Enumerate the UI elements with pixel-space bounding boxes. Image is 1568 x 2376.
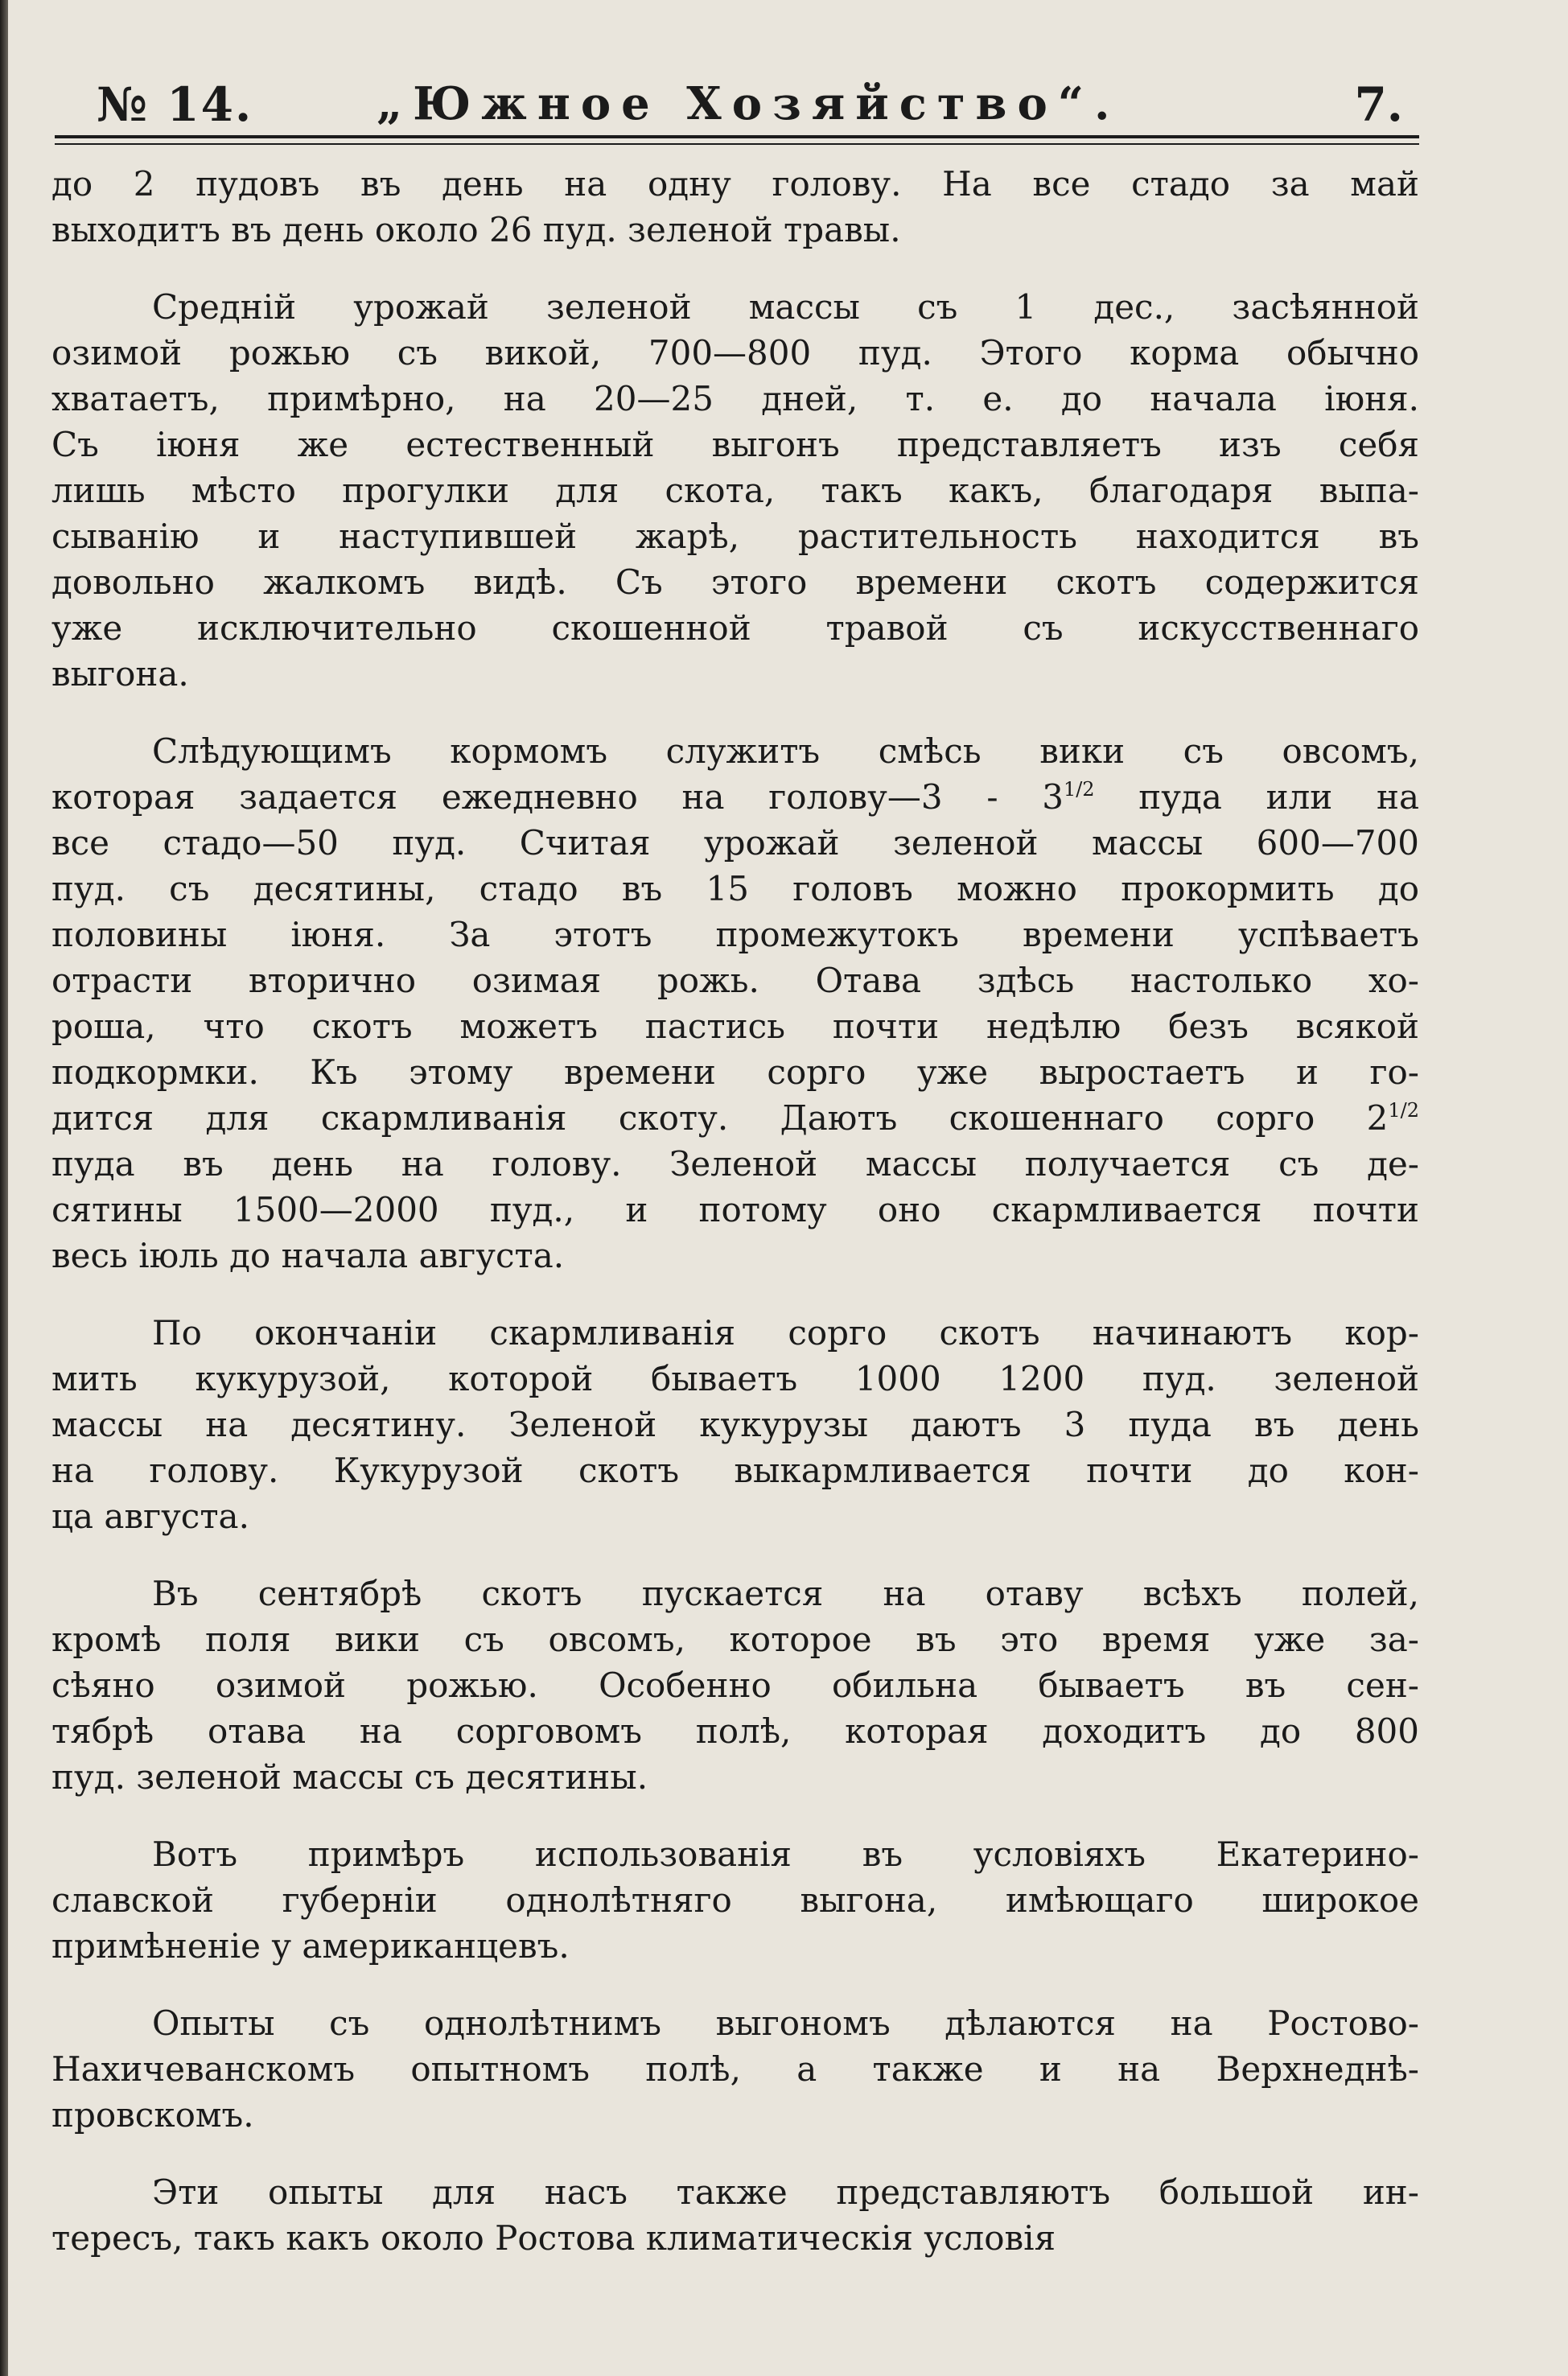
text-line: ца августа.: [51, 1497, 249, 1536]
text-line: дится для скармливанiя скоту. Даютъ скошеннаго сорго $2^{1/2}$: [51, 1098, 1419, 1138]
header-rule-thick: [55, 135, 1419, 138]
text-line: которая задается ежедневно на голову—3 - $3^{1/2}$ пуда или на: [51, 777, 1420, 817]
text-line: выгона.: [51, 654, 189, 694]
text-line: хватаетъ, примѣрно, на 20—25 дней, т. е. до начала iюня.: [51, 379, 1419, 418]
fraction-half: 1/2: [1063, 778, 1095, 801]
text-line: до 2 пудовъ въ день на одну голову. На все стадо за май: [51, 164, 1419, 204]
page-number: 7.: [1354, 77, 1403, 132]
text-line: Нахичеванскомъ опытномъ полѣ, а также и на Верхнеднѣ-: [51, 2049, 1419, 2089]
text-line: тересъ, такъ какъ около Ростова климатическiя условiя: [51, 2218, 1056, 2258]
text-line: сыванiю и наступившей жарѣ, растительность находится въ: [51, 517, 1419, 556]
text-line: довольно жалкомъ видѣ. Съ этого времени скотъ содержится: [51, 562, 1419, 602]
text-line: сѣяно озимой рожью. Особенно обильна бываетъ въ сен-: [51, 1666, 1419, 1705]
header-rule-thin: [55, 143, 1419, 145]
text-line: Среднiй урожай зеленой массы съ 1 дес., засѣянной: [152, 287, 1419, 327]
text-line: Съ iюня же естественный выгонъ представляетъ изъ себя: [51, 425, 1419, 464]
text-line: Въ сентябрѣ скотъ пускается на отаву всѣхъ полей,: [152, 1574, 1419, 1613]
running-header: [55, 77, 1419, 142]
text-line: Эти опыты для насъ также представляютъ большой ин-: [152, 2172, 1419, 2212]
text-line: выходитъ въ день около 26 пуд. зеленой травы.: [51, 210, 901, 249]
paragraph: [51, 284, 1419, 697]
journal-title: „Южное Хозяйство“.: [377, 77, 1121, 130]
page-binding-edge: [0, 0, 8, 2376]
text-line: пуд. зеленой массы съ десятины.: [51, 1757, 648, 1797]
text-line: озимой рожью съ викой, 700—800 пуд. Этого корма обычно: [51, 333, 1419, 373]
issue-number: № 14.: [97, 77, 253, 132]
text-line: Вотъ примѣръ использованiя въ условiяхъ Екатерино-: [152, 1835, 1419, 1874]
paragraph: [51, 728, 1419, 1279]
text-line: весь iюль до начала августа.: [51, 1236, 565, 1275]
paragraph: [51, 1310, 1419, 1539]
text-line: половины iюня. За этотъ промежутокъ времени успѣваетъ: [51, 915, 1419, 954]
text-line: мить кукурузой, которой бываетъ 1000 1200 пуд. зеленой: [51, 1359, 1419, 1398]
text-line: массы на десятину. Зеленой кукурузы даютъ 3 пуда въ день: [51, 1405, 1419, 1444]
text-line: кромѣ поля вики съ овсомъ, которое въ это время уже за-: [51, 1620, 1419, 1659]
paragraph: [51, 1571, 1419, 1800]
text-line: уже исключительно скошенной травой съ искусственнаго: [51, 608, 1419, 648]
paragraph: [51, 161, 1419, 253]
text-line: Опыты съ однолѣтнимъ выгономъ дѣлаются на Ростово-: [152, 2003, 1419, 2043]
paragraph: [51, 1831, 1419, 1969]
article-body: [51, 161, 1419, 2261]
text-line: отрасти вторично озимая рожь. Отава здѣсь настолько хо-: [51, 961, 1419, 1000]
text-line: примѣненiе у американцевъ.: [51, 1926, 570, 1966]
text-line: пуда въ день на голову. Зеленой массы получается съ де-: [51, 1144, 1419, 1184]
text-line: пуд. съ десятины, стадо въ 15 головъ можно прокормить до: [51, 869, 1419, 908]
paragraph: [51, 2169, 1419, 2261]
text-line: подкормки. Къ этому времени сорго уже выростаетъ и го-: [51, 1052, 1419, 1092]
text-line: роша, что скотъ можетъ пастись почти недѣлю безъ всякой: [51, 1007, 1419, 1046]
text-line: сятины 1500—2000 пуд., и потому оно скармливается почти: [51, 1190, 1419, 1229]
text-line: все стадо—50 пуд. Считая урожай зеленой массы 600—700: [51, 823, 1419, 863]
text-line: на голову. Кукурузой скотъ выкармливается почти до кон-: [51, 1451, 1419, 1490]
text-line: лишь мѣсто прогулки для скота, такъ какъ, благодаря выпа-: [51, 471, 1419, 510]
fraction-half: 1/2: [1388, 1099, 1419, 1122]
text-line: провскомъ.: [51, 2095, 254, 2135]
text-line: По окончанiи скармливанiя сорго скотъ начинаютъ кор-: [152, 1313, 1419, 1353]
text-line: славской губернiи однолѣтняго выгона, имѣющаго широкое: [51, 1880, 1419, 1920]
text-line: тябрѣ отава на сорговомъ полѣ, которая доходитъ до 800: [51, 1711, 1419, 1751]
paragraph: [51, 2000, 1419, 2138]
text-line: Слѣдующимъ кормомъ служитъ смѣсь вики съ овсомъ,: [152, 731, 1419, 771]
